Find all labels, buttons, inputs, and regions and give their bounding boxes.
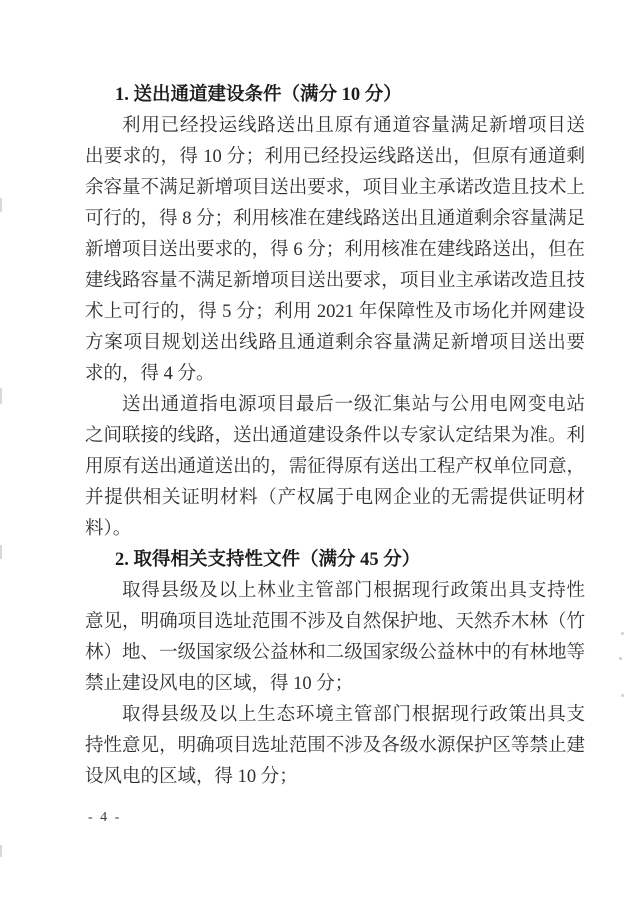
page-number: - 4 - [88, 810, 122, 825]
text-line: 术上可行的，得 5 分；利用 2021 年保障性及市场化并网建设 [85, 302, 585, 322]
text-line: 求的，得 4 分。 [85, 364, 215, 384]
scan-artifact [0, 388, 2, 404]
text-line: 建线路容量不满足新增项目送出要求，项目业主承诺改造且技 [85, 271, 585, 291]
scan-artifact [619, 657, 622, 660]
text-line: 利用已经投运线路送出且原有通道容量满足新增项目送 [122, 116, 585, 136]
text-line: 新增项目送出要求的，得 6 分；利用核准在建线路送出，但在 [85, 240, 585, 260]
text-line: 设风电的区域，得 10 分； [85, 767, 298, 787]
text-line: 余容量不满足新增项目送出要求，项目业主承诺改造且技术上 [85, 178, 585, 198]
scan-artifact [621, 694, 624, 697]
text-line: 送出通道指电源项目最后一级汇集站与公用电网变电站 [122, 395, 585, 415]
text-line: 料）。 [85, 519, 132, 539]
text-line: 并提供相关证明材料（产权属于电网企业的无需提供证明材 [85, 488, 585, 508]
text-line: 可行的，得 8 分；利用核准在建线路送出且通道剩余容量满足 [85, 209, 585, 229]
scan-artifact [621, 632, 624, 635]
text-line: 意见，明确项目选址范围不涉及自然保护地、天然乔木林（竹 [85, 612, 585, 632]
text-line: 持性意见，明确项目选址范围不涉及各级水源保护区等禁止建 [85, 736, 585, 756]
text-line: 之间联接的线路，送出通道建设条件以专家认定结果为准。利 [85, 426, 585, 446]
text-line: 林）地、一级国家级公益林和二级国家级公益林中的有林地等 [85, 643, 585, 663]
scan-artifact [0, 845, 2, 857]
text-line: 取得县级及以上生态环境主管部门根据现行政策出具支 [122, 705, 585, 725]
section-1-heading: 1. 送出通道建设条件（满分 10 分） [115, 85, 402, 105]
scan-artifact [0, 545, 2, 559]
text-line: 出要求的，得 10 分；利用已经投运线路送出，但原有通道剩 [85, 147, 585, 167]
document-body [85, 80, 585, 793]
section-2-heading: 2. 取得相关支持性文件（满分 45 分） [115, 550, 421, 570]
text-line: 用原有送出通道送出的，需征得原有送出工程产权单位同意， [85, 457, 585, 477]
text-line: 取得县级及以上林业主管部门根据现行政策出具支持性 [122, 581, 585, 601]
text-line: 方案项目规划送出线路且通道剩余容量满足新增项目送出要 [85, 333, 585, 353]
text-line: 禁止建设风电的区域，得 10 分； [85, 674, 354, 694]
scan-artifact [0, 198, 2, 212]
